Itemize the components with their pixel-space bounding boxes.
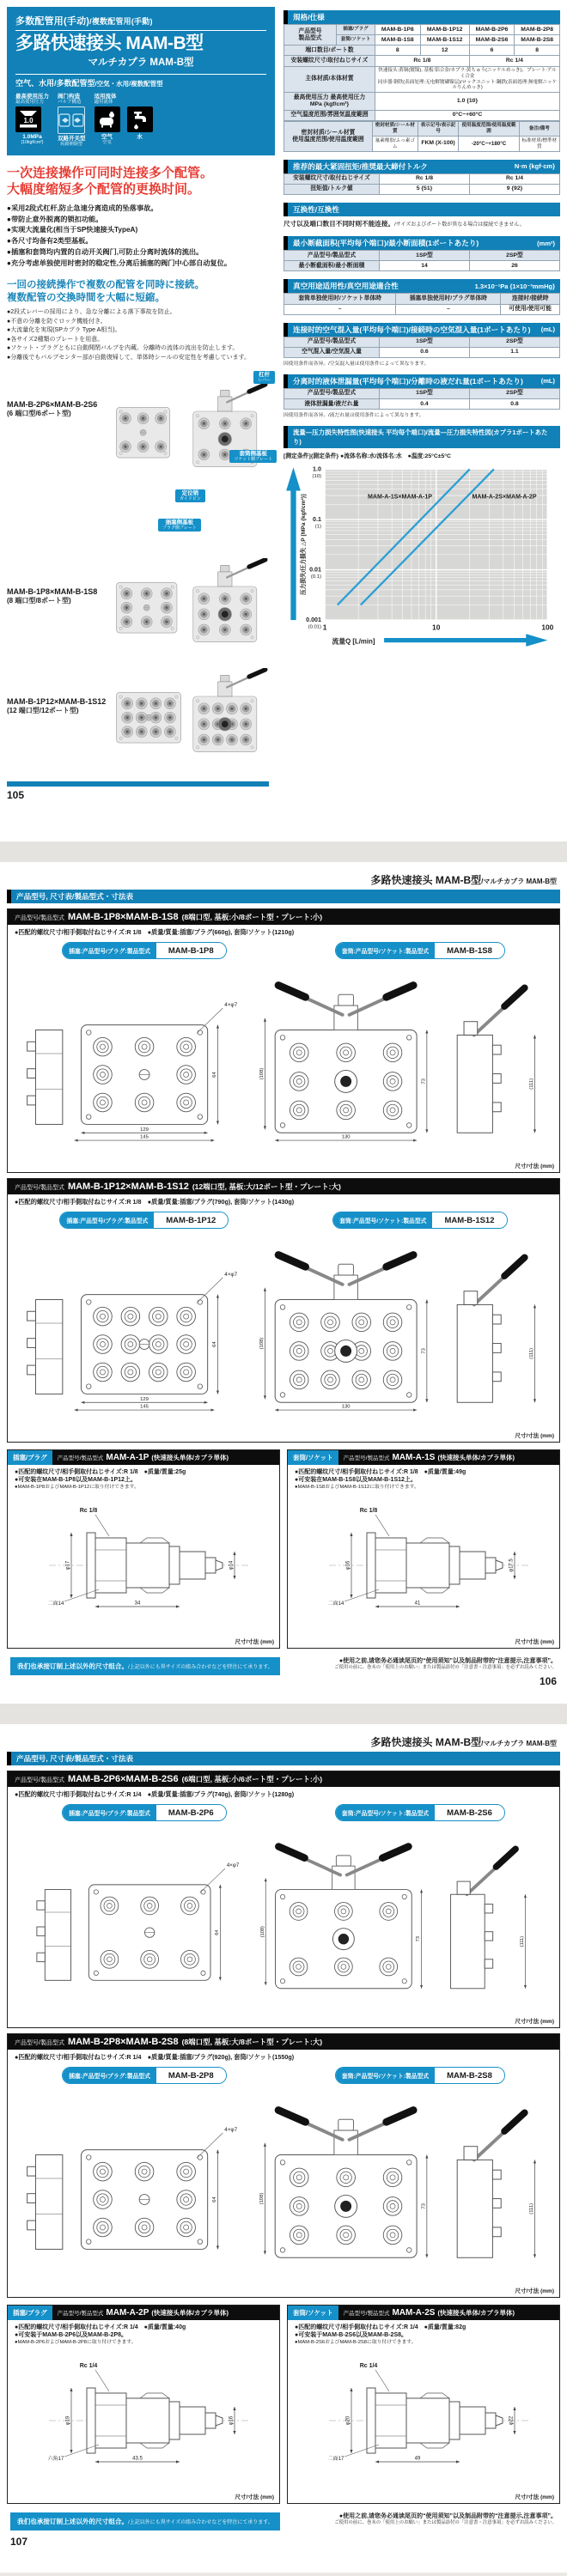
combo-bullet: ●匹配的螺纹尺寸/相手側取付ねじサイズ:R 1/4 ●质量/質量:插塞/プラグ(740g), 套筒/ソケット(1280g)	[15, 1790, 295, 1798]
single-bullet: ●可安装在MAM-B-1S8以及MAM-B-1S12上。	[295, 1477, 417, 1484]
svg-text:43.5: 43.5	[132, 2456, 143, 2462]
pressure-caption: 最高使用压力	[15, 94, 49, 100]
svg-text:二面17: 二面17	[327, 2456, 344, 2462]
vacuum-title: 真空用途适用性/真空用途適合性	[293, 282, 399, 291]
svg-text:(10): (10)	[312, 474, 321, 480]
custom-order-note: 我们也承接订制上述以外的尺寸组合。/上記以外にも異サイズの組み合わせなどを特注にて承ります。	[10, 1657, 280, 1675]
single-header: 套筒/ソケット 产品型号/製品型式 MAM-A-2S (快速接头单体/カプラ単体)	[288, 2306, 559, 2320]
page-gap	[0, 841, 567, 862]
svg-text:(0.1): (0.1)	[310, 574, 321, 580]
valve-caption: 阀门构造	[58, 94, 80, 100]
combo-box-2p8	[7, 2033, 560, 2298]
svg-text:129: 129	[140, 1396, 149, 1402]
pressure-icon	[15, 106, 41, 132]
svg-text:64: 64	[214, 1929, 220, 1935]
feature-bullets-ja	[7, 308, 275, 362]
combo-model: MAM-B-1P12×MAM-B-1S12	[67, 1182, 189, 1192]
dimension-drawing-2p8	[17, 2087, 550, 2269]
ports-row-label: 端口数目/ポート数	[284, 46, 375, 56]
page-title-ja: マルチカプラ MAM-B型	[88, 58, 194, 69]
svg-text:100: 100	[541, 623, 554, 632]
product-photo-8port	[108, 558, 275, 647]
catalog-page-106	[0, 862, 567, 1704]
svg-text:0.1: 0.1	[313, 516, 321, 524]
socket-model-pill: 套筒:产品型号/ソケット:製品型式 MAM-B-1S12	[332, 1212, 507, 1229]
svg-text:4×φ7: 4×φ7	[224, 2127, 238, 2134]
banner-subtitle-zh: 空气、水用/多数配管型	[15, 79, 95, 88]
specs-model-label: 产品型号	[298, 27, 322, 34]
pressure-value: 1.0MPa	[22, 134, 42, 141]
fluid-icon-group	[94, 94, 153, 147]
specs-table: 产品型号 製品型式 插塞/プラグ MAM-B-1P8 MAM-B-1P12 MAM-B-2P6 MAM-B-2P8 套筒/ソケット MAM-B-1S8 MAM-B-1S12 MAM-B-2S6 MAM-B-2S8 端口数目/ポート数 8 12 6 8 安装螺纹尺寸/取付ねじサイズ Rc 1/8 Rc 1/4 主体材质/本体材質 快速接头:黄铜(镀镍), 基板:铝合金/カプラ:黄ちゅう(ニッケルめっき)、プレート:アルミ合金 同步器:钢铁(表面处理:无电解镀磷镍层)/ロックユニット:鋼鉄(表面処理:無電解ニッケルりんめっき) 最高使用压力 最高使用圧力 MPa {kgf/cm²} 1.0 {10} 空气温度范围/雰囲気温度範囲 0°C~+60°C	[284, 24, 560, 121]
svg-text:Rc 1/8: Rc 1/8	[79, 1507, 98, 1514]
svg-text:Rc 1/8: Rc 1/8	[359, 1507, 378, 1514]
airmix-table: 产品型号/製品型式 1SP型 2SP型 空气混入量/空気混入量 0.6 1.1	[284, 337, 560, 358]
dimension-drawing-2p6	[17, 1825, 550, 2000]
combo-desc: (12端口型, 基板:大/12ポート型・プレート:大)	[192, 1182, 341, 1191]
single-bullet: ●匹配的螺纹尺寸/相手側取付ねじサイズ:R 1/8 ●质量/質量:49g	[295, 1469, 466, 1475]
banner-subtitle-ja: /空気・水用/複数配管型	[94, 80, 163, 88]
page-footer	[7, 2512, 560, 2548]
combo-header: 产品型号/製品型式 MAM-B-2P6×MAM-B-2S6 (6端口型, 基板:小/6ポート型・プレート:小)	[8, 1771, 559, 1787]
photo-model: MAM-B-2P6×MAM-B-2S6	[7, 400, 98, 410]
svg-text:MAM-A-2S×MAM-A-2P: MAM-A-2S×MAM-A-2P	[472, 493, 537, 501]
svg-text:(108): (108)	[259, 2192, 265, 2205]
material-row-label: 主体材质/本体材質	[284, 66, 375, 93]
single-model: MAM-A-1P	[106, 1453, 149, 1462]
plug-model: MAM-B-2P6	[156, 1805, 226, 1820]
dims-note: 尺寸/寸法 (mm)	[515, 2019, 554, 2025]
photo-type: (12 端口型/12ポート型)	[7, 707, 79, 715]
model-cell: MAM-B-2P8	[515, 25, 560, 35]
material-line2: 同步器:钢铁(表面处理:无电解镀磷镍层)/ロックユニット:鋼鉄(表面処理:無電解ニッケルりんめっき)	[377, 79, 558, 91]
svg-text:34: 34	[134, 1601, 141, 1607]
airmix-title: 连接时的空气混入量(平均每个端口)/接続時の空気混入量(1ポートあたり)	[293, 325, 531, 334]
headline-zh-line1: 一次连接操作可同时连接多个配管。	[7, 166, 214, 181]
thread-row-label: 安装螺纹尺寸/取付ねじサイズ	[284, 56, 375, 66]
lever-callout: 杠杆 レバー	[253, 371, 275, 384]
socket-row-label: 套筒/ソケット	[337, 35, 375, 46]
pressure-row-label: 最高使用压力	[293, 94, 329, 100]
vacuum-section-bar: 真空用途适用性/真空用途適合性 1.3×10⁻¹Pa {1×10⁻³mmHg}	[284, 279, 560, 293]
torque-unit: N·m {kgf·cm}	[514, 162, 555, 171]
single-model: MAM-A-2P	[106, 2308, 149, 2318]
plug-plate-callout: 插塞侧基板 プラグ側プレート	[158, 519, 201, 532]
photo-type: (8 端口型/8ポート型)	[7, 597, 71, 605]
svg-text:(111): (111)	[529, 1347, 535, 1359]
combo-bullet: ●匹配的螺纹尺寸/相手側取付ねじサイズ:R 1/8 ●质量/質量:插塞/プラグ(660g), 套筒/ソケット(1210g)	[15, 928, 295, 936]
headline-ja-line1: 一回の接続操作で複数の配管を同時に接続。	[7, 280, 204, 291]
feature-ja: ●各サイズ2種類のプレートを用意。	[7, 336, 104, 343]
single-bullet-ja: ●MAM-B-1S8およびMAM-B-1S12に取り付けできます。	[295, 1484, 419, 1490]
combo-desc: (6端口型, 基板:小/6ポート型・プレート:小)	[181, 1775, 323, 1783]
plug-model: MAM-B-1P8	[156, 943, 226, 958]
plug-model-pill: 插塞:产品型号/プラグ:製品型式 MAM-B-1P12	[59, 1212, 229, 1229]
airmix-note: 因使用条件而各异。/空気混入量は使用条件によって異なります。	[284, 361, 430, 367]
custom-order-note: 我们也承接订制上述以外的尺寸组合。/上記以外にも異サイズの組み合わせなどを特注にて承ります。	[10, 2512, 280, 2530]
svg-text:10: 10	[432, 623, 441, 632]
headline-zh	[7, 166, 275, 198]
caution-note: ●使用之前,请您务必通读尾页的“使用须知”以及制品附带的“注意提示,注意事项”。 ご使用の前に、巻末の「使用上のお願い」または製品添付の「注意書・注意事項」を必ずお読みください。	[334, 2513, 557, 2526]
svg-text:4×φ7: 4×φ7	[226, 1862, 240, 1869]
torque-title: 推荐的最大紧固扭矩/推奨最大締付トルク	[293, 161, 428, 171]
spec-column	[284, 7, 560, 801]
air-label: 空气	[101, 134, 113, 141]
specs-section-bar	[284, 10, 560, 24]
photo-model: MAM-B-1P12×MAM-B-1S12	[7, 697, 107, 707]
svg-text:压力损失/圧力損失 △P [MPa {kgf/cm²}]: 压力损失/圧力損失 △P [MPa {kgf/cm²}]	[301, 494, 308, 596]
single-box-2s: 套筒/ソケット 产品型号/製品型式 MAM-A-2S (快速接头单体/カプラ単体) ●匹配的螺纹尺寸/相手側取付ねじサイズ:R 1/4 ●质量/質量:82g ●可安装于MAM-B-2S6以及MAM-B-2S8。 ●MAM-B-2S6およびMAM-B-2S8に取り付けできます。 Rc 1/4 φ20 φ22 49 二面17 尺寸/寸法 (mm)	[287, 2305, 560, 2504]
single-bullet: ●可安装于MAM-B-2P6以及MAM-B-2P8。	[15, 2332, 128, 2339]
air-label-ja: 空気	[102, 139, 112, 145]
svg-text:二面14: 二面14	[327, 1601, 344, 1607]
photo-row-1p8	[7, 558, 275, 659]
single-bullet: ●匹配的螺纹尺寸/相手側取付ねじサイズ:R 1/8 ●质量/質量:25g	[15, 1469, 186, 1475]
pressure-caption-ja: 最高使用圧力	[15, 100, 45, 106]
svg-text:64: 64	[211, 1072, 217, 1078]
svg-text:φ20: φ20	[345, 2415, 351, 2425]
corner-title: 多路快速接头 MAM-B型/マルチカプラ MAM-B型	[370, 1736, 557, 1748]
model-cell: MAM-B-1P8	[375, 25, 421, 35]
combo-desc: (8端口型, 基板:大/8ポート型・プレート:大)	[181, 2038, 323, 2046]
plug-model: MAM-B-1P12	[154, 1212, 228, 1228]
product-banner	[7, 7, 275, 155]
single-bullet: ●匹配的螺纹尺寸/相手側取付ねじサイズ:R 1/4 ●质量/質量:40g	[15, 2324, 186, 2330]
flow-pressure-chart	[284, 460, 560, 669]
headline-ja	[7, 279, 275, 305]
feature-ja: ●大流量化を実現(SPカプラ Type A相当)。	[7, 327, 121, 334]
seal-label: 密封材质/シール材質	[301, 129, 356, 136]
combo-desc: (8端口型, 基板:小/8ポート型・プレート:小)	[181, 913, 323, 921]
single-bullet: ●可安装在MAM-B-1P8以及MAM-B-1P12上。	[15, 1477, 137, 1484]
banner-subtitle	[15, 74, 266, 88]
svg-text:(0.01): (0.01)	[308, 624, 321, 630]
socket-tag: 套筒/ソケット	[288, 1450, 338, 1465]
svg-text:(111): (111)	[529, 2202, 535, 2215]
combo-model: MAM-B-2P8×MAM-B-2S8	[67, 2037, 179, 2047]
socket-tag: 套筒/ソケット	[288, 2306, 338, 2320]
dimension-drawing-1p8	[17, 963, 550, 1145]
torque-section-bar	[284, 160, 560, 173]
intro-column	[7, 7, 275, 801]
dims-note: 尺寸/寸法 (mm)	[515, 2288, 554, 2294]
photo-model: MAM-B-1P8×MAM-B-1S8	[7, 587, 98, 597]
combo-box-2p6	[7, 1771, 560, 2028]
svg-text:(111): (111)	[529, 1078, 535, 1090]
feature-ja: ●不意の分離を防ぐロック機能付き。	[7, 318, 107, 325]
svg-text:(1): (1)	[314, 524, 321, 530]
photo-row-1p12	[7, 668, 275, 769]
svg-text:145: 145	[140, 1404, 149, 1410]
catalog-page-107	[0, 1724, 567, 2573]
svg-text:129: 129	[140, 1127, 149, 1133]
torque-table: 安装螺纹尺寸/取付ねじサイズ Rc 1/8 Rc 1/4 扭矩值/トルク値 5 {51} 9 {92}	[284, 173, 560, 195]
svg-text:φ16: φ16	[229, 2415, 235, 2425]
air-icon	[94, 106, 120, 132]
svg-text:73: 73	[421, 1078, 427, 1084]
socket-model-pill: 套筒:产品型号/ソケット:製品型式 MAM-B-2S6	[335, 1804, 505, 1821]
water-icon	[127, 106, 153, 132]
page-title: 多路快速接头 MAM-B型	[15, 33, 204, 53]
socket-plate-callout: 套筒侧基板 ソケット側プレート	[229, 450, 277, 463]
section-end-bar	[7, 781, 269, 787]
banner-category	[15, 14, 266, 31]
combo-model: MAM-B-1P8×MAM-B-1S8	[67, 912, 179, 922]
socket-model: MAM-B-2S6	[435, 1805, 504, 1820]
compat-section-bar	[284, 203, 560, 216]
plug-model: MAM-B-2P8	[156, 2068, 226, 2083]
socket-model: MAM-B-2S8	[435, 2068, 504, 2083]
svg-text:41: 41	[414, 1601, 421, 1607]
page-number: 106	[539, 1674, 557, 1687]
plug-model-pill: 插塞:产品型号/プラグ:製品型式 MAM-B-2P8	[62, 2067, 227, 2084]
svg-text:(108): (108)	[259, 1337, 265, 1350]
pressure-icon-group	[15, 94, 49, 147]
feature-zh: ●充分考虑单独使用时密封的稳定性,分离后插塞的阀门中心部自动复位。	[7, 258, 232, 267]
model-cell: MAM-B-2S8	[515, 35, 560, 46]
svg-text:(111): (111)	[520, 1935, 526, 1947]
single-drawing-2p	[15, 2348, 272, 2476]
chart-section-bar	[284, 426, 560, 448]
svg-text:φ22: φ22	[509, 2415, 515, 2425]
single-units-row	[7, 2305, 560, 2504]
valve-type: 双路开关型	[58, 136, 86, 143]
socket-model-pill: 套筒:产品型号/ソケット:製品型式 MAM-B-1S8	[335, 942, 505, 959]
single-header: 插塞/プラグ 产品型号/製品型式 MAM-A-2P (快速接头单体/カプラ単体)	[8, 2306, 279, 2320]
single-bullet-ja: ●MAM-B-1P8およびMAM-B-1P12に取り付けできます。	[15, 1484, 139, 1490]
single-model: MAM-A-1S	[392, 1453, 436, 1462]
combo-bullet: ●匹配的螺纹尺寸/相手側取付ねじサイズ:R 1/4 ●质量/質量:插塞/プラグ(920g), 套筒/ソケット(1550g)	[15, 2053, 295, 2061]
combo-box-1p12	[7, 1178, 560, 1443]
single-header: 插塞/プラグ 产品型号/製品型式 MAM-A-1P (快速接头单体/カプラ単体)	[8, 1450, 279, 1465]
combo-box-1p8	[7, 908, 560, 1173]
leak-note: 因使用条件而各异。/液だれ量は使用条件によって異なります。	[284, 413, 424, 419]
socket-model: MAM-B-1S12	[432, 1212, 506, 1228]
svg-text:73: 73	[421, 1348, 427, 1354]
specs-title: 規格/仕様	[293, 13, 325, 21]
photo-type: (6 端口型/6ポート型)	[7, 410, 71, 418]
guide-pin-callout: 定位销 ガイドピン	[175, 489, 205, 502]
single-units-row	[7, 1449, 560, 1649]
dimension-section-bar	[7, 890, 560, 903]
single-drawing-1p	[15, 1493, 272, 1620]
seal-table: 密封材质/シール材質 使用温度范围/使用温度範囲 密封材质/シール材質 表示记号/表示記号 使用温度范围/使用温度範囲 备注/備考 氟素橡胶/ふっ素ゴム FKM (X-100) -20°C~+180°C 标准材质/標準材質	[284, 121, 560, 152]
model-cell: MAM-B-1S8	[375, 35, 421, 46]
page-footer	[7, 1657, 560, 1687]
page-gap	[0, 1704, 567, 1724]
minarea-table: 产品型号/製品型式 1SP型 2SP型 最小断截面积/最小断面積 14 26	[284, 250, 560, 271]
socket-model: MAM-B-1S8	[435, 943, 504, 958]
combo-bullet: ●匹配的螺纹尺寸/相手側取付ねじサイズ:R 1/8 ●质量/質量:插塞/プラグ(790g), 套筒/ソケット(1430g)	[15, 1198, 295, 1206]
svg-text:φ16: φ16	[345, 1560, 351, 1570]
single-bullet-ja: ●MAM-B-2P6およびMAM-B-2P8に取り付けできます。	[15, 2339, 137, 2345]
feature-ja: ●分離後でもバルブセンター部が自動復帰して、単体時シールの安定性を考慮しています。	[7, 354, 251, 361]
svg-text:0.001: 0.001	[306, 617, 321, 624]
dims-note: 尺寸/寸法 (mm)	[515, 1433, 554, 1439]
headline-ja-line2: 複数配管の交換時間を大幅に短縮。	[7, 293, 165, 304]
chart-title: 流量—压力损失特性图(快速接头 平均每个端口)/流量—圧力損失特性図(カプラ1ポートあたり)	[293, 428, 548, 447]
svg-text:Rc 1/4: Rc 1/4	[79, 2362, 98, 2369]
feature-zh: ●实现大流量化(相当于SP快速接头TypeA)	[7, 226, 138, 234]
single-header: 套筒/ソケット 产品型号/製品型式 MAM-A-1S (快速接头单体/カプラ単体)	[288, 1450, 559, 1465]
single-model: MAM-A-2S	[392, 2308, 436, 2318]
single-box-1p: 插塞/プラグ 产品型号/製品型式 MAM-A-1P (快速接头单体/カプラ単体) ●匹配的螺纹尺寸/相手側取付ねじサイズ:R 1/8 ●质量/質量:25g ●可安装在MAM-B-1P8以及MAM-B-1P12上。 ●MAM-B-1P8およびMAM-B-1P12に取り付けできます。 Rc 1/8 φ17 φ14 34 二面14 尺寸/寸法 (mm)	[7, 1449, 280, 1649]
minarea-section-bar: 最小断截面积(平均每个端口)/最小断面積(1ポートあたり) (mm²)	[284, 236, 560, 250]
corner-title: 多路快速接头 MAM-B型/マルチカプラ MAM-B型	[370, 874, 557, 886]
page-number: 107	[10, 2536, 28, 2548]
valve-icon-group	[58, 94, 86, 147]
plug-model-pill: 插塞:产品型号/プラグ:製品型式 MAM-B-1P8	[62, 942, 227, 959]
dimension-drawing-1p12	[17, 1232, 550, 1414]
product-photo-12port	[108, 668, 275, 756]
svg-text:φ17.5: φ17.5	[509, 1558, 515, 1572]
model-cell: MAM-B-2S6	[469, 35, 515, 46]
single-bullet-ja: ●MAM-B-2S6およびMAM-B-2S8に取り付けできます。	[295, 2339, 417, 2345]
feature-zh: ●采用2段式杠杆,防止急速分离造成的坠落事故。	[7, 204, 158, 212]
leak-title: 分离时的液体泄漏量(平均每个端口)/分離時の液だれ量(1ポートあたり)	[293, 376, 523, 386]
svg-text:130: 130	[341, 1134, 351, 1140]
spec-icon-row	[15, 94, 266, 147]
valve-caption-ja: バルブ構造	[58, 100, 82, 106]
vacuum-table: 套筒单独使用时/ソケット単体時 插塞单独使用时/プラグ単体時 连接时/接続時 – – 可使用/使用可能	[284, 293, 560, 314]
svg-text:φ17: φ17	[65, 1560, 71, 1570]
single-bullet: ●匹配的螺纹尺寸/相手側取付ねじサイズ:R 1/4 ●质量/質量:82g	[295, 2324, 466, 2330]
page-number: 105	[7, 789, 25, 802]
svg-text:(108): (108)	[259, 1926, 265, 1938]
banner-category-zh: 多数配管用(手动)	[15, 16, 90, 27]
compat-text: 尺寸以及端口数目不同时则不能连接。/サイズおよびポート数が異なる場合は接続できません。	[284, 220, 525, 228]
model-cell: MAM-B-1S12	[420, 35, 469, 46]
valve-type-ja: 両路開閉型	[60, 141, 83, 147]
leak-table: 产品型号/製品型式 1SP型 2SP型 液体泄漏量/液だれ量 0.4 0.8	[284, 388, 560, 410]
svg-text:4×φ7: 4×φ7	[224, 1272, 238, 1279]
feature-zh: ●带防止意外脱离的锁扣功能。	[7, 215, 103, 223]
fluid-caption-ja: 適用流体	[94, 100, 113, 106]
compat-title: 互换性/互換性	[293, 205, 339, 215]
plug-tag: 插塞/プラグ	[8, 2306, 52, 2320]
combo-header: 产品型号/製品型式 MAM-B-2P8×MAM-B-2S8 (8端口型, 基板:大/8ポート型・プレート:大)	[8, 2034, 559, 2050]
svg-text:0.01: 0.01	[309, 566, 321, 574]
svg-text:73: 73	[421, 2203, 427, 2209]
headline-zh-line2: 大幅度缩短多个配管的更换时间。	[7, 182, 201, 197]
feature-zh: ●各尺寸均备有2类型基板。	[7, 237, 93, 246]
svg-text:64: 64	[211, 1341, 217, 1347]
plug-row-label: 插塞/プラグ	[337, 25, 375, 35]
caution-note: ●使用之前,请您务必通读尾页的“使用须知”以及制品附带的“注意提示,注意事项”。 ご使用の前に、巻末の「使用上のお願い」または製品添付の「注意書・注意事項」を必ずお読みください。	[334, 1658, 557, 1671]
svg-text:1.0: 1.0	[313, 465, 321, 473]
svg-text:73: 73	[416, 1936, 422, 1942]
single-box-2p: 插塞/プラグ 产品型号/製品型式 MAM-A-2P (快速接头单体/カプラ単体) ●匹配的螺纹尺寸/相手側取付ねじサイズ:R 1/4 ●质量/質量:40g ●可安装于MAM-B-2P6以及MAM-B-2P8。 ●MAM-B-2P6およびMAM-B-2P8に取り付けできます。 Rc 1/4 φ19 φ16 43.5 六角17 尺寸/寸法 (mm)	[7, 2305, 280, 2504]
catalog-page-105	[0, 0, 567, 841]
svg-text:二面14: 二面14	[47, 1601, 64, 1607]
svg-text:1.0: 1.0	[23, 117, 34, 125]
banner-category-ja: /複数配管用(手動)	[89, 17, 153, 26]
svg-text:145: 145	[140, 1134, 149, 1140]
combo-model: MAM-B-2P6×MAM-B-2S6	[67, 1774, 179, 1784]
airmix-section-bar: 连接时的空气混入量(平均每个端口)/接続時の空気混入量(1ポートあたり) (mL)	[284, 323, 560, 337]
chart-conditions: [测定条件]{測定条件} ●流体名称:水/流体名:水 ●温度:25°C±5°C	[284, 453, 451, 460]
model-cell: MAM-B-2P6	[469, 25, 515, 35]
photo-row-2p6	[7, 371, 275, 550]
svg-text:流量Q [L/min]: 流量Q [L/min]	[332, 637, 375, 646]
combo-header: 产品型号/製品型式 MAM-B-1P8×MAM-B-1S8 (8端口型, 基板:小/8ポート型・プレート:小)	[8, 909, 559, 925]
material-line1: 快速接头:黄铜(镀镍), 基板:铝合金/カプラ:黄ちゅう(ニッケルめっき)、プレート:アルミ合金	[378, 68, 557, 79]
fluid-caption: 适用流体	[94, 94, 117, 100]
svg-text:(108): (108)	[259, 1067, 265, 1080]
svg-text:φ19: φ19	[65, 2415, 71, 2425]
svg-text:1: 1	[322, 623, 327, 632]
svg-text:φ14: φ14	[229, 1560, 235, 1570]
svg-text:130: 130	[341, 1404, 351, 1410]
feature-zh: ●插塞和套筒均内置的自动开关阀门,可防止分离时流体的流出。	[7, 247, 204, 256]
socket-model-pill: 套筒:产品型号/ソケット:製品型式 MAM-B-2S8	[335, 2067, 505, 2084]
svg-text:4×φ7: 4×φ7	[224, 1002, 238, 1009]
combo-header: 产品型号/製品型式 MAM-B-1P12×MAM-B-1S12 (12端口型, 基板:大/12ポート型・プレート:大)	[8, 1179, 559, 1194]
plug-model-pill: 插塞:产品型号/プラグ:製品型式 MAM-B-2P6	[62, 1804, 227, 1821]
plug-tag: 插塞/プラグ	[8, 1450, 52, 1465]
feature-bullets-zh	[7, 204, 275, 269]
pressure-value-alt: {10kgf/cm²}	[21, 139, 44, 145]
dimension-section-bar	[7, 1752, 560, 1765]
single-box-1s: 套筒/ソケット 产品型号/製品型式 MAM-A-1S (快速接头单体/カプラ単体) ●匹配的螺纹尺寸/相手側取付ねじサイズ:R 1/8 ●质量/質量:49g ●可安装在MAM-B-1S8以及MAM-B-1S12上。 ●MAM-B-1S8およびMAM-B-1S12に取り付けできます。 Rc 1/8 φ16 φ17.5 41 二面14 尺寸/寸法 (mm)	[287, 1449, 560, 1649]
dimension-section-title: 产品型号, 尺寸表/製品型式・寸法表	[16, 892, 134, 901]
svg-text:六角17: 六角17	[47, 2456, 64, 2462]
feature-ja: ●ソケット・プラグともに自動開閉バルブを内蔵。分離時の流体の流出を防止します。	[7, 345, 239, 352]
model-cell: MAM-B-1P12	[420, 25, 469, 35]
dimension-section-title: 产品型号, 尺寸表/製品型式・寸法表	[16, 1754, 134, 1763]
single-bullet: ●可安装于MAM-B-2S6以及MAM-B-2S8。	[295, 2332, 408, 2339]
leak-section-bar: 分离时的液体泄漏量(平均每个端口)/分離時の液だれ量(1ポートあたり) (mL)	[284, 374, 560, 388]
feature-ja: ●2段式レバーの採用により、急な分離による落下事故を防止。	[7, 309, 176, 316]
svg-text:MAM-A-1S×MAM-A-1P: MAM-A-1S×MAM-A-1P	[367, 493, 433, 501]
airtemp-row-label: 空气温度范围/雰囲気温度範囲	[284, 110, 375, 120]
svg-text:64: 64	[211, 2196, 217, 2202]
single-drawing-1s	[295, 1493, 552, 1620]
dims-note: 尺寸/寸法 (mm)	[515, 1163, 554, 1170]
valve-structure-icon	[58, 106, 85, 134]
svg-text:Rc 1/4: Rc 1/4	[359, 2362, 378, 2369]
svg-text:49: 49	[414, 2456, 421, 2462]
water-label: 水	[137, 134, 143, 141]
single-drawing-2s	[295, 2348, 552, 2476]
minarea-title: 最小断截面积(平均每个端口)/最小断面積(1ポートあたり)	[293, 239, 479, 248]
